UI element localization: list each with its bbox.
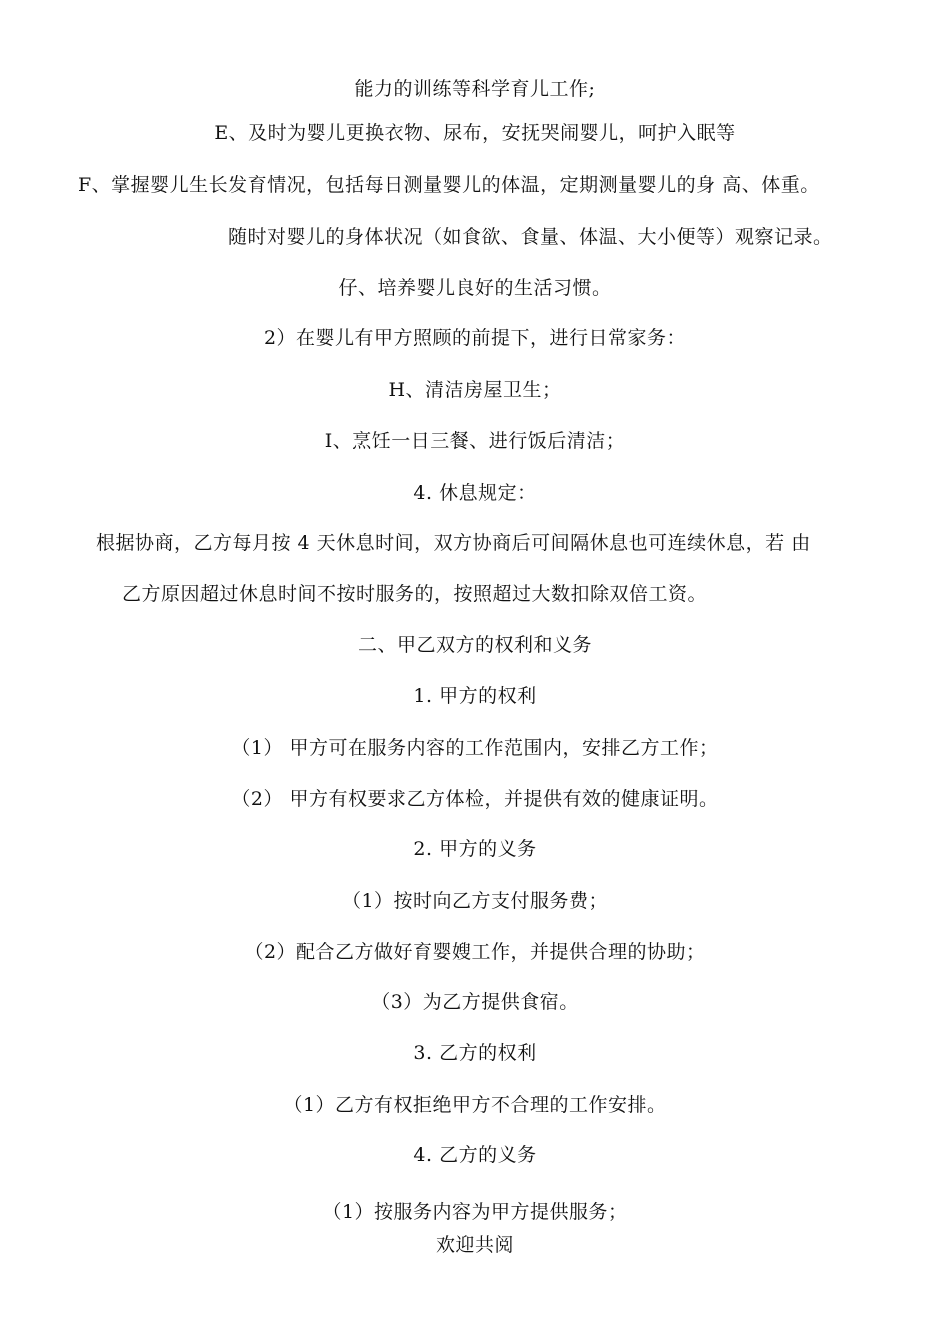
text-line-rest-rule-1: 根据协商，乙方每月按 4 天休息时间，双方协商后可间隔休息也可连续休息，若 由 xyxy=(96,532,811,554)
text-line-a-right-1: （1） 甲方可在服务内容的工作范围内，安排乙方工作； xyxy=(231,737,719,759)
subheading-party-b-rights: 3. 乙方的权利 xyxy=(413,1042,537,1064)
subheading-party-b-obligations: 4. 乙方的义务 xyxy=(413,1144,537,1166)
text-line-item-h: H、清洁房屋卫生； xyxy=(388,379,562,401)
text-line-rest-rule-2: 乙方原因超过休息时间不按时服务的，按照超过大数扣除双倍工资。 xyxy=(122,583,708,605)
text-line-a-obligation-2: （2）配合乙方做好育婴嫂工作，并提供合理的协助； xyxy=(244,941,706,963)
text-line-a-right-2: （2） 甲方有权要求乙方体检，并提供有效的健康证明。 xyxy=(231,788,719,810)
text-line-habits: 仔、培养婴儿良好的生活习惯。 xyxy=(338,277,612,299)
text-line-observation: 随时对婴儿的身体状况（如食欲、食量、体温、大小便等）观察记录。 xyxy=(228,226,833,248)
subheading-party-a-rights: 1. 甲方的权利 xyxy=(413,685,537,707)
text-line-a-obligation-1: （1）按时向乙方支付服务费； xyxy=(341,890,609,912)
text-line-item-i: I、烹饪一日三餐、进行饭后清洁； xyxy=(324,430,626,452)
text-line-a-obligation-3: （3）为乙方提供食宿。 xyxy=(371,991,579,1013)
text-line-b-obligation-1: （1）按服务内容为甲方提供服务； xyxy=(322,1201,628,1223)
text-line-item-f: F、掌握婴儿生长发育情况，包括每日测量婴儿的体温，定期测量婴儿的身 高、体重。 xyxy=(78,174,820,196)
section-heading-rest: 4. 休息规定： xyxy=(413,482,537,504)
page-footer: 欢迎共阅 xyxy=(435,1234,514,1256)
text-line-b-right-1: （1）乙方有权拒绝甲方不合理的工作安排。 xyxy=(283,1094,667,1116)
text-line-housework-intro: 2）在婴儿有甲方照顾的前提下，进行日常家务： xyxy=(263,327,687,349)
text-line-item-e: E、及时为婴儿更换衣物、尿布，安抚哭闹婴儿，呵护入眠等 xyxy=(214,122,736,144)
subheading-party-a-obligations: 2. 甲方的义务 xyxy=(413,838,537,860)
section-heading-rights-obligations: 二、甲乙双方的权利和义务 xyxy=(357,634,592,656)
text-line-ability-training: 能力的训练等科学育儿工作; xyxy=(354,78,596,100)
